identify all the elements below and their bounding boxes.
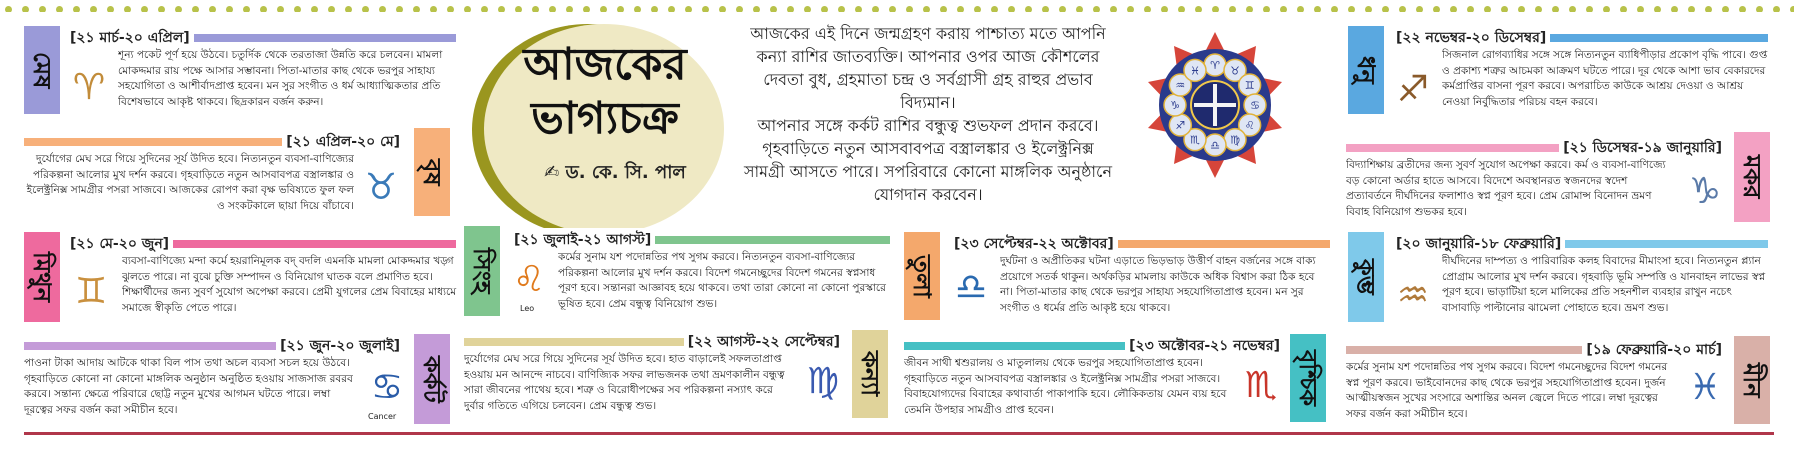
sign-tab-brishchik: বৃশ্চিক	[1290, 334, 1326, 422]
page-title-line1: আজকের	[523, 39, 687, 90]
sign-text-brisha: দুর্যোগের মেঘ সরে গিয়ে সুদিনের সূর্য উদিত হবে। নিত্যনতুন ব্যবসা-বাণিজ্যের পরিকল্পনা আলোর মুখ দর্শন করবে। গৃহবাড়িতে নতুন আসবাবপত্র বস্ত্রালঙ্কার ও ইলেক্ট্রনিক্স সামগ্রীর পসরা সাজবে। আজকের রোপণ করা বৃক্ষ ভবিষ্যতে ফুল ফল ও সংকটকালে ছায়া দিয়ে বাঁচাবে।	[26, 153, 354, 212]
border-dot	[498, 6, 505, 12]
border-dot	[277, 6, 284, 12]
sign-date-singha: [২১ জুলাই-২১ আগস্ট]	[510, 228, 655, 252]
date-bar-makar	[1346, 144, 1559, 152]
border-dot	[532, 6, 539, 12]
border-dot	[22, 6, 29, 12]
border-dot	[379, 6, 386, 12]
border-dot	[1280, 6, 1287, 12]
sign-date-mesh: [২১ মার্চ-২০ এপ্রিল]	[66, 26, 194, 50]
sign-tab-karkat: কর্কট	[414, 334, 450, 424]
border-dot	[5, 6, 12, 12]
border-dot	[617, 6, 624, 12]
border-dot	[787, 6, 794, 12]
border-dot	[566, 6, 573, 12]
date-bar-kanya	[464, 338, 684, 346]
sign-tab-brisha: বৃষ	[414, 128, 450, 216]
intro-text	[742, 22, 1114, 206]
border-dot	[447, 6, 454, 12]
zodiac-wheel-glyph-kanya: ♍	[1230, 133, 1240, 147]
gemini-icon: ♊	[74, 270, 108, 312]
border-dot	[1722, 6, 1729, 12]
border-dot	[1246, 6, 1253, 12]
date-row-brisha	[24, 134, 404, 150]
author-line	[520, 158, 710, 189]
border-dot	[685, 6, 692, 12]
pen-icon: ✍	[544, 162, 560, 183]
border-dot	[1569, 6, 1576, 12]
date-bar-meen	[1346, 346, 1582, 354]
zodiac-wheel-glyph-meen: ♓	[1190, 64, 1200, 78]
border-dot	[1025, 6, 1032, 12]
border-dot	[940, 6, 947, 12]
border-dot	[311, 6, 318, 12]
date-row-makar	[1346, 140, 1726, 156]
border-dot	[1331, 6, 1338, 12]
border-dot	[1178, 6, 1185, 12]
border-dot	[1212, 6, 1219, 12]
border-dot	[923, 6, 930, 12]
border-dot	[974, 6, 981, 12]
page-title-line2: ভাগ্যচক্র	[531, 93, 679, 144]
border-dot	[56, 6, 63, 12]
border-dot	[668, 6, 675, 12]
border-dot	[1484, 6, 1491, 12]
border-dot	[1620, 6, 1627, 12]
border-dot	[583, 6, 590, 12]
border-dot	[1433, 6, 1440, 12]
date-bar-mesh	[194, 34, 456, 42]
border-dot	[243, 6, 250, 12]
sign-text-mesh: শূন্য পকেট পূর্ণ হয়ে উঠবে। চতুর্দিক থেকে তরতাজা উন্নতি করে চলবেন। মামলা মোকদ্দমার রায় পক্ষে আসার সম্ভাবনা। পিতা-মাতার কাছ থেকে ভরপুর সাহায্য সহযোগিতা ও আশীর্বাদপ্রাপ্ত হবেন। মন সুর সংগীত ও ধর্ম আধ্যাত্মিকতার প্রতি বিশেষভাবে আকৃষ্ট থাকবে। ছিদ্রকারন বর্জন করুন।	[118, 49, 443, 108]
border-dot	[107, 6, 114, 12]
border-dot	[1093, 6, 1100, 12]
aries-icon: ♈	[72, 66, 106, 108]
border-dot	[1059, 6, 1066, 12]
border-dot	[1382, 6, 1389, 12]
border-dot	[362, 6, 369, 12]
author-name: ড. কে. সি. পাল	[565, 162, 686, 183]
border-dot	[1399, 6, 1406, 12]
date-row-kanya	[464, 334, 844, 350]
border-dot	[957, 6, 964, 12]
sign-text-brishchik: জীবন সাথী শ্বশুরালয় ও মাতুলালয় থেকে ভরপুর সহযোগিতাপ্রাপ্ত হবেন। গৃহবাড়িতে নতুন আসবাবপত্র বস্ত্রালঙ্কার ও ইলেক্ট্রনিক্স সামগ্রীর পসরা সাজবে। বিবাহযোগ্যদের বিবাহের কথাবার্তা পাকাপাকি হবে। লৌকিকতায় যেমন ব্যয় হবে তেমনি উপহার সামগ্রীও প্রাপ্ত হবেন।	[904, 357, 1227, 416]
sign-text-tula: দুর্ঘটনা ও অপ্রীতিকর ঘটনা এড়াতে ভিড়ভাড় উত্তীর্ণ বাহন বর্জনের সঙ্গে বাক্য প্রয়োগে সতর্ক থাকুন। অর্থকড়ির মামলায় কাউকে অধিক বিশ্বাস করা ঠিক হবে না। পিতা-মাতার কাছ থেকে ভরপুর সাহায্য সহযোগিতাপ্রাপ্ত হবেন। মন সুর সংগীত ও ধর্মের প্রতি আকৃষ্ট হয়ে থাকবে।	[1000, 255, 1316, 314]
border-dot	[1348, 6, 1355, 12]
sign-date-dhanu: [২২ নভেম্বর-২০ ডিসেম্বর]	[1392, 26, 1550, 50]
sagittarius-icon: ♐	[1396, 68, 1430, 110]
scorpio-icon: ♏	[1244, 364, 1278, 406]
sign-text-meen: কর্মের সুনাম যশ পদোন্নতির পথ সুগম করবে। বিদেশ গমনেচ্ছুদের বিদেশ গমনের স্বপ্ন পূরণ করবে। ভাইবোনদের কাছ থেকে ভরপুর সহযোগিতাপ্রাপ্ত হবেন। দুর্জন আত্মীয়স্বজন সুখের সংসারে অশান্তির অনল জ্বেলে দিতে পারে। লম্বা দূরত্বের সফর বর্জন করা সমীচীন হবে।	[1346, 361, 1668, 420]
sign-tab-mithun: মিথুন	[24, 232, 60, 322]
zodiac-wheel-glyph-mithun: ♊	[1244, 79, 1255, 92]
sign-text-karkat: পাওনা টাকা আদায় আটকে থাকা বিল পাস তথা অচল ব্যবসা সচল হয়ে উঠবে। গৃহবাড়িতে কোনো না কোনো মাঙ্গলিক অনুষ্ঠান অনুষ্ঠিত হওয়ায় সাজসাজ রবরব করবে। সন্তান্য ক্ষেত্রে পরিবারে ছোট্ট নতুন মুখের আগমন ঘটতে পারে। লম্বা দূরত্বের সফর বর্জন করা সমীচীন হবে।	[24, 357, 353, 416]
border-dot	[1161, 6, 1168, 12]
border-dot	[515, 6, 522, 12]
border-dot	[39, 6, 46, 12]
border-dot	[226, 6, 233, 12]
taurus-icon: ♉	[364, 166, 398, 208]
border-dot	[906, 6, 913, 12]
sign-date-karkat: [২১ জুন-২০ জুলাই]	[276, 334, 404, 358]
sign-text-singha: কর্মের সুনাম যশ পদোন্নতির পথ সুগম করবে। নিত্যনতুন ব্যবসা-বাণিজ্যের পরিকল্পনা আলোর মুখ দর্শন করবে। বিদেশ গমনেচ্ছুদের বিদেশ গমনের স্বপ্নসাধ পূরণ হবে। সন্তানরা আজ্ঞাবহ হয়ে থাকবে। তথা তারা কোনো না কোনো পুরস্কারে ভূষিত হবে। প্রেম বন্ধুত্ব বিনিয়োগ শুভ।	[558, 251, 886, 310]
border-dot	[651, 6, 658, 12]
border-dot	[1144, 6, 1151, 12]
border-dot	[1739, 6, 1746, 12]
border-dot	[821, 6, 828, 12]
date-row-dhanu	[1392, 30, 1768, 46]
zodiac-wheel-glyph-kumbha: ♒	[1175, 79, 1186, 92]
border-dot	[1501, 6, 1508, 12]
date-bar-dhanu	[1550, 34, 1768, 42]
border-dot	[1229, 6, 1236, 12]
border-dot	[770, 6, 777, 12]
border-dot	[141, 6, 148, 12]
sign-tab-tula: তুলা	[904, 232, 940, 320]
border-dot	[90, 6, 97, 12]
border-dot	[1042, 6, 1049, 12]
date-bar-brishchik	[904, 342, 1125, 350]
border-dot	[838, 6, 845, 12]
zodiac-wheel-glyph-brishchik: ♏	[1190, 133, 1200, 147]
border-dot	[1110, 6, 1117, 12]
zodiac-wheel-glyph-singha: ♌	[1244, 119, 1255, 132]
border-dot	[736, 6, 743, 12]
border-dot	[1195, 6, 1202, 12]
border-dot	[158, 6, 165, 12]
leo-caption: Leo	[520, 304, 535, 313]
date-row-mithun	[66, 236, 456, 252]
border-dot	[1603, 6, 1610, 12]
date-row-singha	[510, 232, 890, 248]
zodiac-wheel-icon	[1140, 30, 1290, 180]
border-dot	[1654, 6, 1661, 12]
virgo-icon: ♍	[806, 360, 840, 402]
sign-text-makar: বিদ্যাশিক্ষায় ব্রতীদের জন্য সুবর্ণ সুযোগ অপেক্ষা করবে। কর্ম ও ব্যবসা-বাণিজ্যে বড় কোনো অর্ডার হাতে আসবে। বিদেশে অবস্থানরত স্বজনদের স্বদেশ প্রত্যাবর্তনে দীর্ঘদিনের ফলাশাও স্বপ্ন পূরণ হবে। প্রেম রোমান্স বিনোদন ভ্রমণ বিবাহ বিনিয়োগ শুভকর হবে।	[1346, 159, 1666, 218]
border-dot	[1637, 6, 1644, 12]
zodiac-wheel-glyph-brisha: ♉	[1230, 64, 1240, 78]
sign-tab-meen: মীন	[1734, 336, 1770, 424]
date-bar-karkat	[24, 342, 276, 350]
border-dot	[1263, 6, 1270, 12]
sign-tab-kumbha: কুম্ভ	[1348, 232, 1384, 322]
date-row-mesh	[66, 30, 456, 46]
zodiac-wheel-glyph-dhanu: ♐	[1175, 119, 1186, 132]
border-dot	[991, 6, 998, 12]
border-dot	[804, 6, 811, 12]
border-dot	[1450, 6, 1457, 12]
sign-text-kanya: দুর্যোগের মেঘ সরে গিয়ে সুদিনের সূর্য উদিত হবে। হাত বাড়ালেই সফলতাপ্রাপ্ত হওয়ায় মন আনন্দে নাচবে। বাণিজ্যিক সফর লাভজনক তথা ভ্রমণকালীন বন্ধুত্ব সারা জীবনের পাথেয় হবে। শত্রু ও বিরোধীপক্ষের সব পরিকল্পনা নস্যাৎ করে দুর্বার গতিতে এগিয়ে চলবেন। প্রেম বন্ধুত্ব শুভ।	[464, 353, 785, 412]
border-dot	[413, 6, 420, 12]
capricorn-icon: ♑	[1688, 170, 1722, 212]
libra-icon: ♎	[954, 266, 988, 308]
sign-tab-mesh: মেষ	[24, 26, 60, 114]
border-dot	[1416, 6, 1423, 12]
zodiac-wheel-glyph-tula: ♎	[1210, 139, 1220, 152]
date-bar-singha	[655, 236, 890, 244]
border-dot	[1518, 6, 1525, 12]
border-dot	[73, 6, 80, 12]
border-dot	[1688, 6, 1695, 12]
border-dot	[1127, 6, 1134, 12]
sign-tab-kanya: কন্যা	[852, 330, 888, 418]
sign-tab-singha: সিংহ	[464, 226, 500, 316]
date-row-brishchik	[904, 338, 1284, 354]
border-dot	[872, 6, 879, 12]
border-dot	[1365, 6, 1372, 12]
sign-date-mithun: [২১ মে-২০ জুন]	[66, 232, 173, 256]
pisces-icon: ♓	[1688, 366, 1722, 408]
date-bar-brisha	[24, 138, 282, 146]
border-dot	[1756, 6, 1763, 12]
border-dot	[209, 6, 216, 12]
sign-date-brishchik: [২৩ অক্টোবর-২১ নভেম্বর]	[1125, 334, 1284, 358]
top-dotted-border	[0, 0, 1794, 12]
border-dot	[192, 6, 199, 12]
border-dot	[600, 6, 607, 12]
date-row-meen	[1346, 342, 1726, 358]
border-dot	[294, 6, 301, 12]
border-dot	[175, 6, 182, 12]
cancer-icon: ♋	[370, 366, 404, 408]
sign-text-kumbha: দীর্ঘদিনের দাম্পত্য ও পারিবারিক কলহ বিবাদের মীমাংসা হবে। নিত্যনতুন প্ল্যান প্রোগ্রাম আলোর মুখ দর্শন করবে। গৃহবাড়ি ভূমি সম্পত্তি ও যানবাহন লাভের স্বপ্ন পূরণ হবে। ভাড়াটিয়া হলে মালিকের প্রতি সহনশীল ব্যবহার রাখুন নচেৎ বাসাবাড়ি পাল্টানোর ঝামেলা পোহাতে হবে। ভ্রমণ শুভ।	[1442, 255, 1766, 314]
border-dot	[753, 6, 760, 12]
cancer-caption: Cancer	[368, 412, 397, 421]
border-dot	[1467, 6, 1474, 12]
date-row-tula	[950, 236, 1330, 252]
border-dot	[1671, 6, 1678, 12]
sign-date-kumbha: [২০ জানুয়ারি-১৮ ফেব্রুয়ারি]	[1392, 232, 1565, 256]
date-bar-mithun	[173, 240, 456, 248]
leo-icon: ♌	[512, 258, 546, 300]
sign-date-meen: [১৯ ফেব্রুয়ারি-২০ মার্চ]	[1582, 338, 1726, 362]
border-dot	[702, 6, 709, 12]
aquarius-icon: ♒	[1396, 274, 1430, 316]
border-dot	[260, 6, 267, 12]
border-dot	[124, 6, 131, 12]
intro-paragraph-2: আপনার সঙ্গে কর্কট রাশির বন্ধুত্ব শুভফল প্রদান করবে। গৃহবাড়িতে নতুন আসবাবপত্র বস্ত্রালঙ্কার ও ইলেক্ট্রনিক্স সামগ্রী আসতে পারে। সপরিবারে কোনো মাঙ্গলিক অনুষ্ঠানে যোগদান করবেন।	[743, 116, 1113, 204]
sign-text-mithun: ব্যবসা-বাণিজ্যে মন্দা কর্মে হয়রানিমূলক বদ্ বদলি এমনকি মামলা মোকদ্দমার খড়্গ ঝুলতে পারে। না বুঝে চুক্তি সম্পাদন ও বিনিয়োগ ঘাতক বলে প্রমাণিত হবে। শিক্ষার্থীদের জন্য সুবর্ণ সুযোগ অপেক্ষা করবে। প্রেমী যুগলের প্রেম বিবাহের মাধ্যমে সমাজে স্বীকৃতি পেতে পারে।	[122, 255, 457, 314]
border-dot	[719, 6, 726, 12]
border-dot	[464, 6, 471, 12]
date-row-kumbha	[1392, 236, 1768, 252]
intro-paragraph-1: আজকের এই দিনে জন্মগ্রহণ করায় পাশ্চাত্য মতে আপনি কন্যা রাশির জাতব্যক্তি। আপনার ওপর আজ কৌশলের দেবতা বুধ, গ্রহমাতা চন্দ্র ও সর্বগ্রাসী গ্রহ রাহুর প্রভাব বিদ্যমান।	[750, 24, 1106, 112]
border-dot	[345, 6, 352, 12]
sign-date-tula: [২৩ সেপ্টেম্বর-২২ অক্টোবর]	[950, 232, 1118, 256]
border-dot	[1314, 6, 1321, 12]
border-dot	[1552, 6, 1559, 12]
sign-tab-makar: মকর	[1734, 132, 1770, 222]
border-dot	[1705, 6, 1712, 12]
sign-text-dhanu: সিজনাল রোগব্যাধির সঙ্গে সঙ্গে নিত্যনতুন ব্যাধিপীড়ার প্রকোপ বৃদ্ধি পাবে। গুপ্ত ও প্রকাশ্য শত্রুর আচমকা আক্রমণ ঘটতে পারে। দূর থেকে আশা ভাব বেকারদের কর্মপ্রাপ্তির বাসনা পূরণ করবে। অপরাচিত কাউকে আশ্রয় দেওয়া ও আশ্রয় নেওয়া নির্বুদ্ধিতার পরিচয় বহন করবে।	[1442, 49, 1768, 108]
border-dot	[481, 6, 488, 12]
border-dot	[1790, 6, 1794, 12]
border-dot	[1773, 6, 1780, 12]
border-dot	[889, 6, 896, 12]
border-dot	[634, 6, 641, 12]
sign-date-makar: [২১ ডিসেম্বর-১৯ জানুয়ারি]	[1559, 136, 1726, 160]
border-dot	[1586, 6, 1593, 12]
border-dot	[1076, 6, 1083, 12]
sign-date-brisha: [২১ এপ্রিল-২০ মে]	[282, 130, 404, 154]
sign-tab-dhanu: ধনু	[1348, 26, 1384, 114]
zodiac-wheel-glyph-karkat: ♋	[1250, 99, 1260, 112]
date-bar-tula	[1118, 240, 1330, 248]
border-dot	[549, 6, 556, 12]
border-dot	[328, 6, 335, 12]
border-dot	[1008, 6, 1015, 12]
zodiac-wheel-glyph-makar: ♑	[1170, 99, 1180, 112]
border-dot	[430, 6, 437, 12]
date-row-karkat	[24, 338, 404, 354]
date-bar-kumbha	[1565, 240, 1768, 248]
sign-date-kanya: [২২ আগস্ট-২২ সেপ্টেম্বর]	[684, 330, 844, 354]
zodiac-wheel-glyph-mesh: ♈	[1210, 59, 1220, 72]
border-dot	[396, 6, 403, 12]
border-dot	[855, 6, 862, 12]
page-title	[495, 38, 715, 146]
border-dot	[1297, 6, 1304, 12]
border-dot	[1535, 6, 1542, 12]
